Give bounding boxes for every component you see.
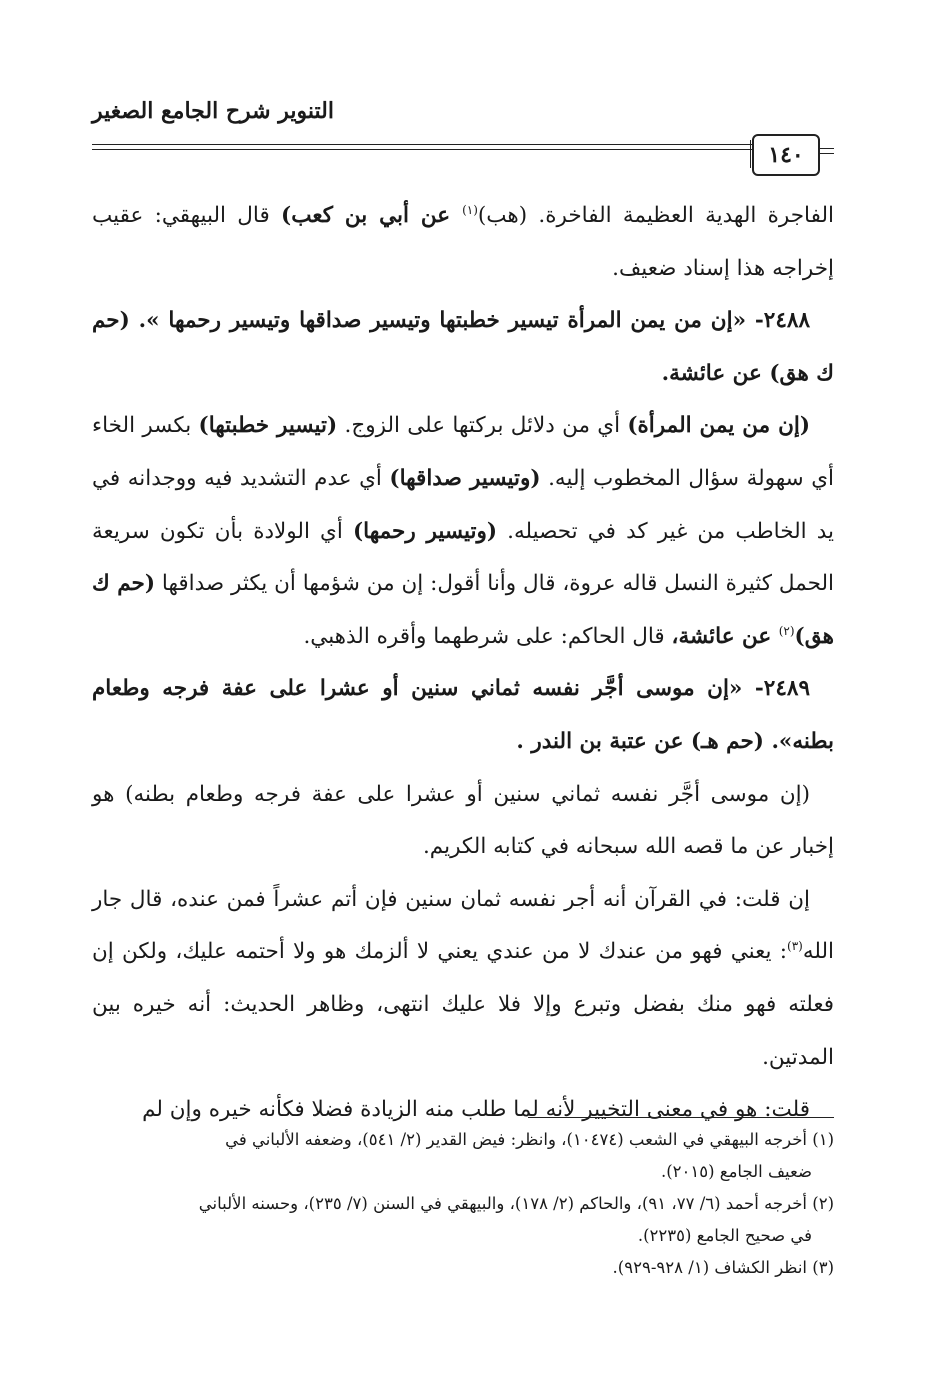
hadith-2488 xyxy=(92,295,834,400)
footnote-3 xyxy=(92,1252,834,1284)
hadith-2489 xyxy=(92,663,834,768)
page-number: ١٤٠ xyxy=(768,142,804,168)
text-run: قال الحاكم: على شرطهما وأقره الذهبي. xyxy=(303,623,672,649)
footnotes xyxy=(92,1124,834,1284)
text-run: قلت: هو في معنى التخيير لأنه لما طلب منه الزيادة فضلا فكأنه خيره وإن لم xyxy=(142,1097,810,1123)
text-run: أي من دلائل بركتها على الزوج. xyxy=(337,413,628,439)
text-run: بكسر الخاء أي سهولة سؤال المخطوب إليه. xyxy=(92,413,834,491)
footnote-1 xyxy=(92,1124,834,1156)
quoted-phrase: (تيسير خطبتها) xyxy=(198,413,338,439)
hadith-text: ٢٤٨٩- «إن موسى أجَّر نفسه ثماني سنين أو عشرا على عفة فرجه وطعام بطنه». (حم هـ) عن عتبة بن الندر . xyxy=(92,676,834,754)
quoted-phrase: (وتيسير صداقها) xyxy=(389,465,541,491)
footnote-2-cont xyxy=(92,1220,834,1252)
text-run: قال البيهقي: عقيب إخراجه هذا إسناد ضعيف. xyxy=(92,203,834,281)
footnote-text: في صحيح الجامع (٢٢٣٥). xyxy=(637,1226,812,1245)
footnote-1-cont xyxy=(92,1156,834,1188)
page-number-box xyxy=(752,134,820,176)
footnote-text: ضعيف الجامع (٢٠١٥). xyxy=(660,1162,812,1181)
footnote-ref-3: (٣) xyxy=(787,939,803,954)
footnote-text: (١) أخرجه البيهقي في الشعب (١٠٤٧٤)، وانظر: فيض القدير (٢/ ٥٤١)، وضعفه الألباني في xyxy=(225,1130,834,1149)
header-rule-tail-upper xyxy=(820,148,834,149)
text-run: : يعني فهو من عندك لا من عندي يعني لا ألزمك هو ولا أحتمه عليك، ولكن إن فعلته فهو منك بفضل وتبرع وإلا فلا عليك انتهى، وظاهر الحديث: أنه خيره بين المدتين. xyxy=(92,939,834,1070)
footnote-text: (٣) انظر الكشاف (١/ ٩٢٨-٩٢٩). xyxy=(612,1258,834,1277)
paragraph-intro xyxy=(92,190,834,295)
narrator: عن عائشة، xyxy=(671,623,779,649)
text-run: إن قلت: في القرآن أنه أجر نفسه ثمان سنين فإن أتم عشراً فمن عنده، قال جار الله xyxy=(92,886,834,965)
header-rule-tail-lower xyxy=(820,153,834,154)
text-run: أي عدم التشديد فيه ووجدانه في يد الخاطب من غير كد في تحصيله. xyxy=(92,465,834,544)
quoted-phrase: (وتيسير رحمها) xyxy=(352,518,498,544)
source-codes: (حم ك هق) xyxy=(92,571,834,649)
footnote-separator xyxy=(528,1117,834,1118)
footnote-ref-1: (١) xyxy=(462,202,478,217)
quoted-phrase: (إن من يمن المرأة) xyxy=(627,413,811,439)
footnote-2 xyxy=(92,1188,834,1220)
footnote-text: (٢) أخرجه أحمد (٦/ ٧٧، ٩١)، والحاكم (٢/ ١٧٨)، والبيهقي في السنن (٧/ ٢٣٥)، وحسنه الألباني xyxy=(198,1194,834,1213)
text-run: الفاجرة الهدية العظيمة الفاخرة. (هب) xyxy=(477,203,834,228)
footnote-ref-2: (٢) xyxy=(778,623,795,638)
header-rule-upper xyxy=(92,144,752,145)
quoted-phrase: (إن موسى أجَّر نفسه ثماني سنين أو عشرا على عفة فرجه وطعام بطنه) xyxy=(125,781,810,807)
main-text xyxy=(92,190,834,1137)
hadith-text: ٢٤٨٨- «إن من يمن المرأة تيسير خطبتها وتيسير صداقها وتيسير رحمها ». (حم ك هق) عن عائشة. xyxy=(92,308,834,386)
header-rule-lower xyxy=(92,149,752,150)
commentary-2489 xyxy=(92,769,834,874)
paragraph-question xyxy=(92,874,834,1084)
source-reference: عن أبي بن كعب) xyxy=(281,203,463,228)
text-run: هو إخبار عن ما قصه الله سبحانه في كتابه الكريم. xyxy=(92,781,834,860)
text-run: أي الولادة بأن تكون سريعة الحمل كثيرة النسل قاله عروة، قال وأنا أقول: إن من شؤمها أن يكثر صداقها xyxy=(92,518,834,597)
running-title: التنوير شرح الجامع الصغير xyxy=(92,98,334,124)
commentary-2488 xyxy=(92,400,834,663)
